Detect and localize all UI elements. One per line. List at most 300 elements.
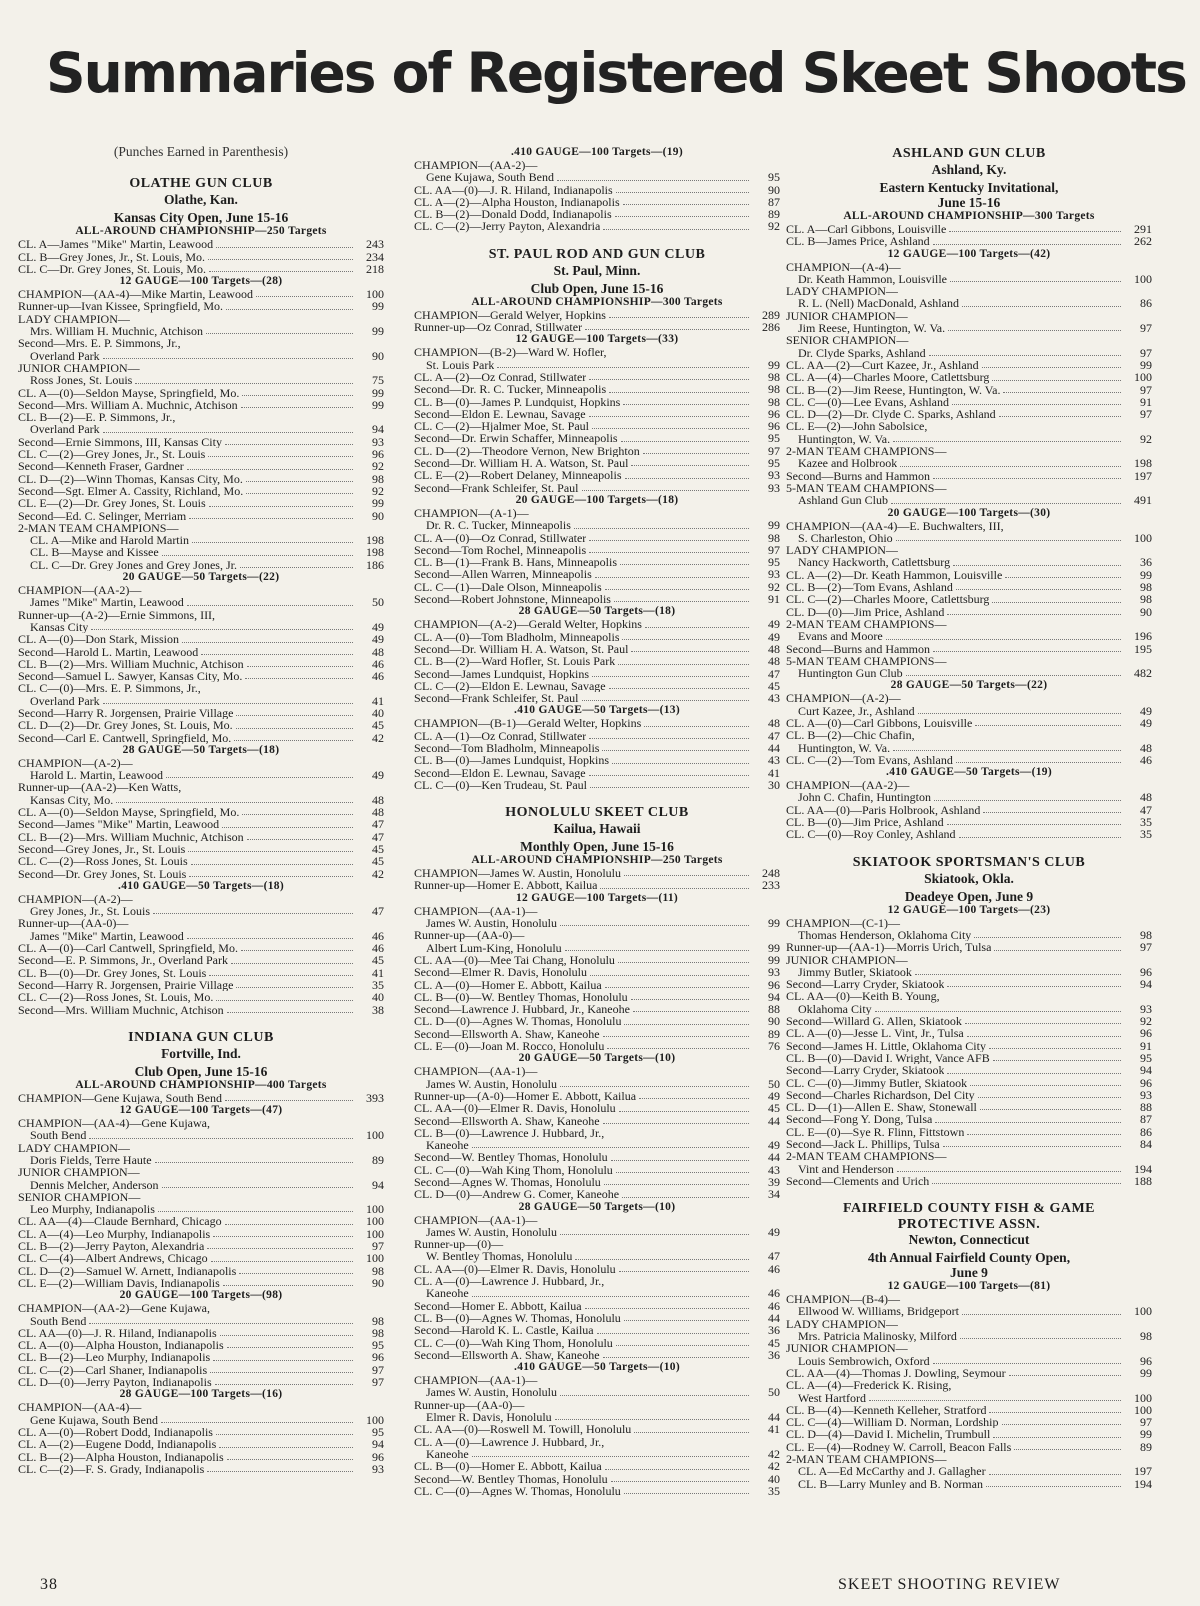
dot-leader <box>1009 1375 1121 1376</box>
result-text: CHAMPION—(B-1)—Gerald Welter, Hopkins <box>414 717 642 730</box>
result-text: CL. C—(4)—William D. Norman, Lordship <box>786 1416 999 1429</box>
dot-leader <box>980 1109 1121 1110</box>
result-row <box>18 1376 384 1388</box>
score: 96 <box>768 977 780 992</box>
score: 194 <box>1134 1161 1152 1176</box>
result-text: CL. D—(4)—David I. Michelin, Trumbull <box>786 1428 991 1441</box>
score: 48 <box>1140 740 1152 755</box>
result-text: Second—Jack L. Phillips, Tulsa <box>786 1138 940 1151</box>
result-row <box>414 779 780 791</box>
result-text: CL. AA—(0)—Elmer R. Davis, Honolulu <box>414 1262 616 1276</box>
result-row <box>18 448 384 460</box>
result-text: Albert Lum-King, Honolulu <box>426 941 562 954</box>
score: 49 <box>768 617 780 632</box>
dot-leader <box>89 1323 353 1324</box>
result-label: 2-MAN TEAM CHAMPIONS— <box>786 616 947 631</box>
score: 96 <box>1140 1353 1152 1368</box>
result-row <box>414 1349 780 1361</box>
result-text: CHAMPION—(AA-4)—Mike Martin, Leawood <box>18 288 253 301</box>
club-name: OLATHE GUN CLUB <box>129 176 273 192</box>
dot-leader <box>609 392 749 393</box>
result-text: Second—W. Bentley Thomas, Honolulu <box>414 1472 608 1485</box>
score: 99 <box>372 385 384 400</box>
result-text: CL. C—(0)—Wah King Thom, Honolulu <box>414 1336 613 1349</box>
result-text: CL. C—(0)—Lee Evans, Ashland <box>786 395 949 409</box>
result-text: CL. C—(2)—Jerry Payton, Alexandria <box>414 220 601 233</box>
result-row <box>786 1305 1152 1317</box>
result-row <box>414 1250 780 1262</box>
result-row <box>786 966 1152 978</box>
result-row <box>414 979 780 991</box>
score: 95 <box>768 170 780 185</box>
result-text: Doris Fields, Terre Haute <box>30 1154 152 1167</box>
dot-leader <box>603 229 749 230</box>
result-row <box>414 692 780 704</box>
section-heading: 28 GAUGE—50 Targets—(18) <box>122 743 280 756</box>
dot-leader <box>645 627 749 628</box>
result-text: Second—E. P. Simmons, Jr., Overland Park <box>18 954 228 967</box>
result-text: Ross Jones, St. Louis <box>30 374 133 387</box>
score: 100 <box>366 1202 384 1217</box>
dot-leader <box>989 1048 1121 1049</box>
result-text: James W. Austin, Honolulu <box>426 1225 558 1239</box>
event-title: Monthly Open, June 15-16 <box>520 839 674 855</box>
dot-leader <box>191 864 353 865</box>
score: 97 <box>372 1375 384 1390</box>
result-text: Second—Willard G. Allen, Skiatook <box>786 1015 962 1028</box>
result-label: CHAMPION—(B-2)—Ward W. Hofler, <box>414 345 607 360</box>
result-text: CL. B—(2)—Ward Hofler, St. Louis Park <box>414 655 616 668</box>
dot-leader <box>227 1459 353 1460</box>
score: 90 <box>372 1275 384 1290</box>
result-row <box>786 828 1152 840</box>
section-heading: 20 GAUGE—50 Targets—(22) <box>122 571 280 584</box>
club-name: ASHLAND GUN CLUB <box>892 146 1046 161</box>
result-row <box>786 1040 1152 1052</box>
score: 38 <box>372 1002 384 1017</box>
score: 41 <box>372 965 384 980</box>
result-text: CL. C—(0)—Ken Trudeau, St. Paul <box>414 778 588 792</box>
result-row <box>786 941 1152 953</box>
dot-leader <box>616 192 749 193</box>
score: 96 <box>1140 964 1152 979</box>
result-text: Dennis Melcher, Anderson <box>30 1178 159 1191</box>
result-text: Second—Sgt. Elmer A. Cassity, Richland, Mo. <box>18 484 244 498</box>
dot-leader <box>600 888 749 889</box>
result-row <box>18 1463 384 1475</box>
score: 92 <box>1140 1014 1152 1029</box>
result-text: CL. B—(2)—Jerry Payton, Alexandria <box>18 1240 205 1253</box>
result-label: CL. E—(2)—John Sabolsice, <box>786 419 928 434</box>
result-label: CHAMPION—(A-2)— <box>18 891 133 906</box>
score: 42 <box>768 1446 780 1461</box>
result-text: CL. B—(0)—W. Bentley Thomas, Honolulu <box>414 990 628 1004</box>
result-text: Second—Frank Schleifer, St. Paul <box>414 692 579 705</box>
dot-leader <box>192 542 353 543</box>
result-text: W. Bentley Thomas, Honolulu <box>426 1250 573 1263</box>
score: 97 <box>1140 345 1152 360</box>
result-text: CL. A—(2)—Eugene Dodd, Indianapolis <box>18 1438 217 1451</box>
dot-leader <box>605 1469 749 1470</box>
result-text: CL. A—(0)—Robert Dodd, Indianapolis <box>18 1425 213 1439</box>
event-title: June 9 <box>950 1265 988 1281</box>
result-text: CL. B—(1)—Frank B. Hans, Minneapolis <box>414 556 617 569</box>
result-row <box>786 1175 1152 1187</box>
result-label: CHAMPION—(AA-2)— <box>414 158 538 172</box>
result-row <box>786 1404 1152 1416</box>
result-row <box>414 1312 780 1324</box>
result-text: Second—Allen Warren, Minneapolis <box>414 568 592 581</box>
result-row <box>414 556 780 568</box>
score: 42 <box>372 730 384 745</box>
result-row <box>18 1438 384 1450</box>
result-row <box>786 929 1152 941</box>
score: 95 <box>1140 1050 1152 1065</box>
score: 76 <box>768 1039 780 1054</box>
result-text: Second—W. Bentley Thomas, Honolulu <box>414 1151 608 1164</box>
result-text: CL. C—(0)—Agnes W. Thomas, Honolulu <box>414 1484 621 1498</box>
result-text: CL. B—(4)—Kenneth Kelleher, Stratford <box>786 1403 987 1417</box>
result-row <box>414 618 780 630</box>
score: 49 <box>768 1088 780 1103</box>
result-text: CL. B—(2)—Alpha Houston, Indianapolis <box>18 1450 224 1463</box>
score: 44 <box>768 1310 780 1325</box>
score: 393 <box>366 1090 384 1105</box>
result-row <box>18 1129 384 1141</box>
result-row <box>18 967 384 979</box>
dot-leader <box>609 317 749 318</box>
result-text: Second—Robert Johnstone, Minneapolis <box>414 593 611 606</box>
result-text: Second—Larry Cryder, Skiatook <box>786 1064 945 1077</box>
score: 50 <box>372 595 384 610</box>
result-text: CL. D—(2)—Theodore Vernon, New Brighton <box>414 444 640 458</box>
result-text: Runner-up—Oz Conrad, Stillwater <box>414 321 583 334</box>
dot-leader <box>472 1456 749 1457</box>
score: 49 <box>768 629 780 644</box>
dot-leader <box>631 465 749 466</box>
result-text: Gene Kujawa, South Bend <box>426 171 554 184</box>
score: 97 <box>1140 940 1152 955</box>
result-label: CL. B—(0)—Lawrence J. Hubbard, Jr., <box>414 1125 605 1140</box>
result-row <box>414 730 780 742</box>
score: 89 <box>372 1153 384 1167</box>
result-row <box>414 420 780 432</box>
result-text: Second—Dr. Erwin Schaffer, Minneapolis <box>414 432 618 445</box>
score: 97 <box>1140 407 1152 422</box>
score: 43 <box>768 691 780 706</box>
dot-leader <box>616 1172 749 1173</box>
score: 49 <box>372 632 384 647</box>
result-label: CL. B—(2)—E. P. Simmons, Jr., <box>18 410 176 425</box>
result-row <box>786 1392 1152 1404</box>
dot-leader <box>986 1486 1121 1487</box>
dot-leader <box>999 416 1121 417</box>
score: 87 <box>768 194 780 209</box>
result-row <box>786 593 1152 605</box>
result-text: CL. B—(0)—James Lundquist, Hopkins <box>414 754 609 767</box>
section-heading: .410 GAUGE—50 Targets—(18) <box>118 879 284 892</box>
dot-leader <box>158 1211 353 1212</box>
score: 89 <box>1140 1439 1152 1454</box>
score: 98 <box>1140 592 1152 607</box>
score: 96 <box>372 1449 384 1464</box>
score: 99 <box>372 324 384 339</box>
result-text: CL. E—(2)—William Davis, Indianapolis <box>18 1276 220 1290</box>
dot-leader <box>619 1111 749 1112</box>
dot-leader <box>166 777 353 778</box>
dot-leader <box>242 395 353 396</box>
score: 99 <box>1140 567 1152 582</box>
result-text: CL. A—(0)—Carl Gibbons, Louisville <box>786 716 973 730</box>
result-row <box>414 1151 780 1163</box>
result-row <box>414 581 780 593</box>
dot-leader <box>589 775 749 776</box>
result-row <box>18 868 384 880</box>
result-text: Second—Larry Cryder, Skiatook <box>786 978 945 991</box>
result-row <box>414 359 780 371</box>
result-text: CL. C—(2)—Ross Jones, St. Louis, Mo. <box>18 991 214 1004</box>
result-text: CL. D—(2)—Dr. Clyde C. Sparks, Ashland <box>786 408 996 421</box>
result-text: Elmer R. Davis, Honolulu <box>426 1411 552 1424</box>
result-label: Runner-up—(AA-0)— <box>18 916 129 931</box>
score: 43 <box>768 1162 780 1177</box>
score: 100 <box>1134 1402 1152 1417</box>
dot-leader <box>590 787 749 788</box>
result-text: CL. C—(2)—Carl Shaner, Indianapolis <box>18 1363 208 1377</box>
score: 95 <box>372 1424 384 1439</box>
result-row <box>786 1003 1152 1015</box>
dot-leader <box>226 309 353 310</box>
result-text: Second—Samuel L. Sawyer, Kansas City, Mo. <box>18 670 243 683</box>
dot-leader <box>933 651 1121 652</box>
result-text: South Bend <box>30 1314 87 1327</box>
result-text: CL. D—(2)—Dr. Grey Jones, St. Louis, Mo. <box>18 719 233 732</box>
score: 89 <box>768 1026 780 1041</box>
event-title: Deadeye Open, June 9 <box>904 888 1034 904</box>
result-text: CL. A—(4)—Leo Murphy, Indianapolis <box>18 1227 211 1241</box>
result-row <box>18 942 384 954</box>
score: 195 <box>1134 641 1152 656</box>
result-text: Second—Clements and Urich <box>786 1174 930 1188</box>
club-location: Kailua, Hawaii <box>553 821 641 837</box>
dot-leader <box>952 404 1121 405</box>
dot-leader <box>219 1447 353 1448</box>
result-row <box>18 1277 384 1289</box>
result-row <box>414 171 780 183</box>
score: 286 <box>762 320 780 335</box>
result-row <box>414 754 780 766</box>
section-heading: .410 GAUGE—50 Targets—(19) <box>886 766 1052 779</box>
result-text: Thomas Henderson, Oklahoma City <box>798 928 972 942</box>
score: 98 <box>1140 927 1152 942</box>
dot-leader <box>915 974 1121 975</box>
result-text: Ellwood W. Williams, Bridgeport <box>798 1305 959 1318</box>
result-row <box>414 371 780 383</box>
result-text: CL. B—James Price, Ashland <box>786 235 930 248</box>
result-text: Harold L. Martin, Leawood <box>30 769 163 782</box>
result-text: CL. AA—(0)—Paris Holbrook, Ashland <box>786 803 981 817</box>
result-text: South Bend <box>30 1129 87 1142</box>
result-text: CL. C—(4)—Albert Andrews, Chicago <box>18 1252 208 1265</box>
dot-leader <box>209 975 353 976</box>
result-text: James W. Austin, Honolulu <box>426 917 558 930</box>
result-row <box>18 1240 384 1252</box>
result-row <box>786 1355 1152 1367</box>
dot-leader <box>241 407 353 408</box>
result-label: CHAMPION—(A-2)— <box>18 755 133 770</box>
dot-leader <box>560 1395 749 1396</box>
column-3 <box>786 146 1152 1490</box>
result-text: Second—Ellsworth A. Shaw, Kaneohe <box>414 1114 600 1127</box>
dot-leader <box>207 1471 353 1472</box>
dot-leader <box>247 839 353 840</box>
result-label: JUNIOR CHAMPION— <box>18 360 140 375</box>
dot-leader <box>932 1183 1121 1184</box>
result-row <box>414 208 780 220</box>
dot-leader <box>236 728 353 729</box>
section-heading: 28 GAUGE—50 Targets—(18) <box>518 605 676 618</box>
dot-leader <box>557 180 749 181</box>
result-text: Dr. R. C. Tucker, Minneapolis <box>426 519 571 532</box>
score: 98 <box>768 369 780 384</box>
result-text: Second—Ellsworth A. Shaw, Kaneohe <box>414 1348 600 1362</box>
result-text: CL. C—(2)—Charles Moore, Catlettsburg <box>786 593 990 606</box>
result-text: CL. B—(2)—Mrs. William Muchnic, Atchison <box>18 830 244 843</box>
result-text: CL. C—(0)—Jimmy Butler, Skiatook <box>786 1076 968 1089</box>
dot-leader <box>965 1023 1121 1024</box>
dot-leader <box>619 1271 749 1272</box>
dot-leader <box>215 1384 353 1385</box>
result-text: CL. B—(0)—Jim Price, Ashland <box>786 816 944 829</box>
result-label: CL. C—(0)—Mrs. E. P. Simmons, Jr., <box>18 681 201 696</box>
section-heading: ALL-AROUND CHAMPIONSHIP—250 Targets <box>75 225 327 238</box>
result-row <box>786 457 1152 469</box>
result-label: CHAMPION—(A-2)— <box>786 691 901 706</box>
result-row <box>18 460 384 472</box>
result-row <box>414 383 780 395</box>
result-text: Second—Harry R. Jorgensen, Prairie Village <box>18 978 234 992</box>
event-title: Club Open, June 15-16 <box>530 280 664 296</box>
dot-leader <box>633 1011 749 1012</box>
event-title: Eastern Kentucky Invitational, <box>879 180 1059 195</box>
result-text: CL. B—(0)—Dr. Grey Jones, St. Louis <box>18 966 207 979</box>
dot-leader <box>603 1036 749 1037</box>
dot-leader <box>994 950 1121 951</box>
score: 45 <box>372 953 384 968</box>
dot-leader <box>623 204 749 205</box>
result-text: Grey Jones, Jr., St. Louis <box>30 905 150 918</box>
score: 42 <box>768 1459 780 1474</box>
score: 45 <box>768 1335 780 1350</box>
result-text: Jim Reese, Huntington, W. Va. <box>798 322 946 335</box>
score: 248 <box>762 866 780 881</box>
result-row <box>786 643 1152 655</box>
result-text: Second—Charles Richardson, Del City <box>786 1088 975 1102</box>
result-row <box>18 979 384 991</box>
score: 234 <box>366 249 384 264</box>
score: 100 <box>1134 271 1152 286</box>
dot-leader <box>116 802 353 803</box>
result-row <box>786 1089 1152 1101</box>
result-row <box>414 1324 780 1336</box>
score: 100 <box>366 1251 384 1266</box>
result-row <box>414 1287 780 1299</box>
result-row <box>786 223 1152 235</box>
section-heading: 20 GAUGE—50 Targets—(10) <box>518 1052 676 1065</box>
score: 90 <box>768 1014 780 1029</box>
score: 97 <box>372 1362 384 1377</box>
dot-leader <box>611 1481 749 1482</box>
dot-leader <box>222 827 353 828</box>
result-label: Runner-up—(A-2)—Ernie Simmons, III, <box>18 607 216 622</box>
result-text: Kazee and Holbrook <box>798 457 898 470</box>
result-text: CL. D—(0)—Andrew G. Comer, Kaneohe <box>414 1188 620 1201</box>
result-row <box>414 184 780 196</box>
dot-leader <box>900 466 1121 467</box>
result-row <box>18 559 384 571</box>
dot-leader <box>983 812 1121 813</box>
score: 96 <box>372 1350 384 1365</box>
score: 100 <box>1134 370 1152 385</box>
dot-leader <box>993 1437 1121 1438</box>
dot-leader <box>616 1345 749 1346</box>
result-row <box>18 1426 384 1438</box>
result-row <box>786 297 1152 309</box>
club-location: Newton, Connecticut <box>908 1232 1030 1248</box>
section-heading: 28 GAUGE—50 Targets—(10) <box>518 1200 676 1213</box>
result-label: CHAMPION—(AA-1)— <box>414 1373 538 1388</box>
result-text: CL. AA—(0)—J. R. Hiland, Indianapolis <box>414 183 613 196</box>
score: 99 <box>372 496 384 511</box>
section-heading: 12 GAUGE—100 Targets—(11) <box>515 891 679 904</box>
score: 88 <box>1140 1100 1152 1115</box>
result-text: CL. A—(0)—Seldon Mayse, Springfield, Mo. <box>18 806 240 819</box>
score: 36 <box>768 1323 780 1338</box>
result-row <box>18 1203 384 1215</box>
score: 84 <box>1140 1137 1152 1151</box>
score: 99 <box>1140 1365 1152 1380</box>
score: 97 <box>372 1239 384 1254</box>
result-text: Second—Mrs. William Muchnic, Atchison <box>18 1003 224 1016</box>
dot-leader <box>585 1308 749 1309</box>
result-label: LADY CHAMPION— <box>786 543 898 558</box>
result-text: CL. C—(0)—Wah King Thom, Honolulu <box>414 1163 613 1176</box>
score: 44 <box>768 740 780 755</box>
dot-leader <box>1003 392 1121 393</box>
dot-leader <box>225 1224 353 1225</box>
result-text: Second—Agnes W. Thomas, Honolulu <box>414 1176 601 1189</box>
result-text: Leo Murphy, Indianapolis <box>30 1203 155 1216</box>
dot-leader <box>497 367 749 368</box>
dot-leader <box>933 478 1121 479</box>
dot-leader <box>935 1122 1121 1123</box>
dot-leader <box>582 700 750 701</box>
score: 97 <box>768 443 780 458</box>
subtitle: (Punches Earned in Parenthesis) <box>113 144 289 159</box>
column-2 <box>414 146 780 1497</box>
score: 95 <box>372 1338 384 1353</box>
dot-leader <box>631 651 749 652</box>
score: 36 <box>768 1347 780 1362</box>
result-row <box>414 1188 780 1200</box>
result-text: Second—Tom Bladholm, Minneapolis <box>414 741 600 755</box>
result-label: LADY CHAMPION— <box>786 1316 898 1331</box>
score: 94 <box>372 1437 384 1452</box>
dot-leader <box>893 750 1121 751</box>
result-text: CL. B—(0)—Agnes W. Thomas, Honolulu <box>414 1311 621 1325</box>
dot-leader <box>643 453 749 454</box>
result-text: CL. B—Mayse and Kissee <box>30 546 159 559</box>
